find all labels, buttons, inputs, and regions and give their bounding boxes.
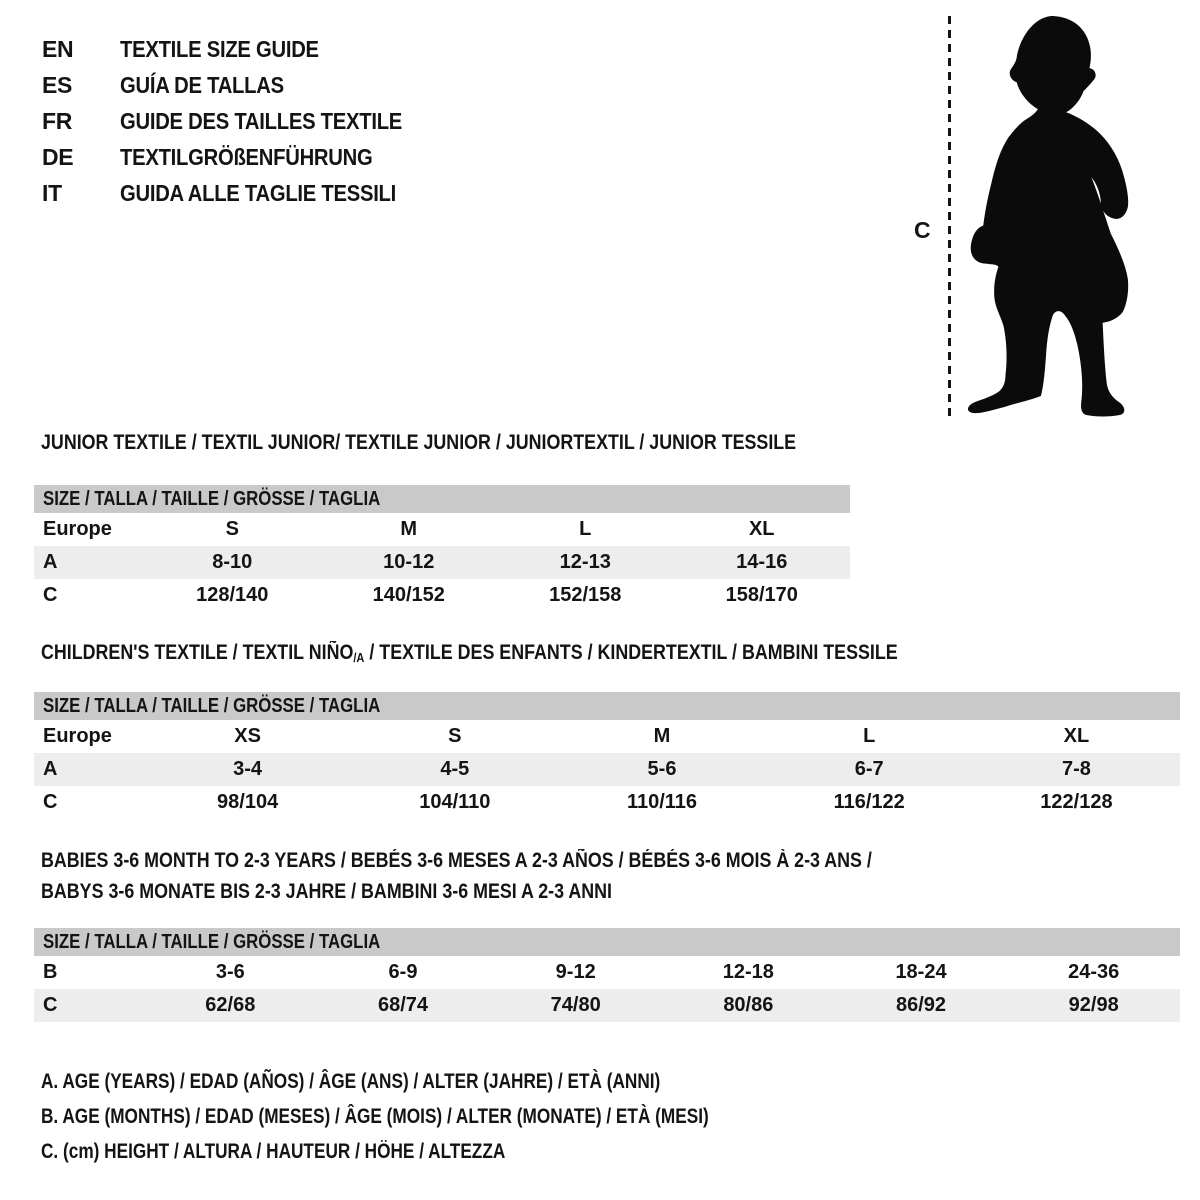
- babies-section-title: [41, 845, 1019, 907]
- size-cell: S: [225, 518, 239, 540]
- measure-label-c: C: [914, 217, 931, 243]
- months-cell: 24-36: [1068, 961, 1120, 983]
- height-cell: 116/122: [833, 791, 905, 813]
- table-row-height: [34, 579, 850, 612]
- language-title-block: [42, 31, 441, 211]
- table-row-europe: [34, 720, 1180, 753]
- size-header-bar: [34, 485, 850, 513]
- size-cell: L: [579, 518, 592, 540]
- language-code: DE: [42, 143, 74, 170]
- months-cell: 18-24: [895, 961, 947, 983]
- legend-text-a: A. AGE (YEARS) / EDAD (AÑOS) / ÂGE (ANS) / ALTER (JAHRE) / ETÀ (ANNI): [41, 1070, 661, 1093]
- junior-title-text: JUNIOR TEXTILE / TEXTIL JUNIOR/ TEXTILE JUNIOR / JUNIORTEXTIL / JUNIOR TESSILE: [41, 431, 797, 454]
- legend-line-b: [41, 1099, 855, 1134]
- age-cell: 6-7: [854, 758, 884, 780]
- legend-text-c: C. (cm) HEIGHT / ALTURA / HAUTEUR / HÖHE / ALTEZZA: [41, 1140, 506, 1163]
- guide-title-es: GUÍA DE TALLAS: [120, 71, 284, 98]
- children-title-prefix: CHILDREN'S TEXTILE / TEXTIL NIÑO: [41, 641, 354, 664]
- size-header-text: SIZE / TALLA / TAILLE / GRÖSSE / TAGLIA: [43, 931, 381, 953]
- size-cell: XL: [1063, 725, 1090, 747]
- table-row-europe: [34, 513, 850, 546]
- legend-line-c: [41, 1134, 855, 1169]
- language-row-de: [42, 139, 441, 175]
- toddler-silhouette-icon: [962, 13, 1134, 419]
- guide-title-it: GUIDA ALLE TAGLIE TESSILI: [120, 179, 397, 206]
- age-cell: 14-16: [736, 551, 788, 573]
- row-label: C: [43, 994, 58, 1016]
- measure-legend: [41, 1064, 855, 1169]
- height-measure-dashed-line: [948, 16, 951, 416]
- junior-size-table: [34, 485, 850, 612]
- size-header-bar: [34, 928, 1180, 956]
- row-label: C: [43, 791, 58, 813]
- height-cell: 68/74: [377, 994, 429, 1016]
- language-code: FR: [42, 107, 73, 134]
- row-label: Europe: [43, 725, 112, 747]
- table-row-age: [34, 546, 850, 579]
- age-cell: 12-13: [559, 551, 611, 573]
- age-cell: 10-12: [383, 551, 435, 573]
- table-row-height: [34, 786, 1180, 819]
- height-cell: 98/104: [217, 791, 279, 813]
- babies-title-line1: BABIES 3-6 MONTH TO 2-3 YEARS / BEBÉS 3-6 MESES A 2-3 AÑOS / BÉBÉS 3-6 MOIS À 2-3 ANS /: [41, 849, 872, 872]
- size-header-text: SIZE / TALLA / TAILLE / GRÖSSE / TAGLIA: [43, 695, 381, 717]
- language-row-fr: [42, 103, 441, 139]
- height-cell: 140/152: [372, 584, 445, 606]
- babies-size-table: [34, 928, 1180, 1022]
- height-cell: 104/110: [419, 791, 491, 813]
- size-cell: S: [448, 725, 462, 747]
- size-header-bar: [34, 692, 1180, 720]
- months-cell: 12-18: [722, 961, 774, 983]
- language-code: EN: [42, 35, 74, 62]
- language-code: IT: [42, 179, 62, 206]
- height-cell: 128/140: [196, 584, 269, 606]
- size-cell: M: [400, 518, 418, 540]
- age-cell: 7-8: [1061, 758, 1091, 780]
- size-cell: XS: [234, 725, 261, 747]
- size-cell: L: [863, 725, 876, 747]
- age-cell: 5-6: [647, 758, 677, 780]
- children-title-suffix: / TEXTILE DES ENFANTS / KINDERTEXTIL / BAMBINI TESSILE: [364, 641, 898, 664]
- children-size-table: [34, 692, 1180, 819]
- row-label: A: [43, 758, 58, 780]
- legend-line-a: [41, 1064, 855, 1099]
- row-label: C: [43, 584, 58, 606]
- months-cell: 9-12: [555, 961, 596, 983]
- height-cell: 110/116: [626, 791, 698, 813]
- junior-section-title: [41, 430, 929, 456]
- guide-title-fr: GUIDE DES TAILLES TEXTILE: [120, 107, 403, 134]
- months-cell: 3-6: [215, 961, 245, 983]
- row-label: Europe: [43, 518, 112, 540]
- table-row-months: [34, 956, 1180, 989]
- height-cell: 122/128: [1040, 791, 1113, 813]
- language-row-en: [42, 31, 441, 67]
- guide-title-de: TEXTILGRÖßENFÜHRUNG: [120, 143, 373, 170]
- age-cell: 8-10: [212, 551, 253, 573]
- age-cell: 3-4: [233, 758, 263, 780]
- size-cell: M: [653, 725, 671, 747]
- size-header-text: SIZE / TALLA / TAILLE / GRÖSSE / TAGLIA: [43, 488, 381, 510]
- guide-title-en: TEXTILE SIZE GUIDE: [120, 35, 319, 62]
- table-row-height: [34, 989, 1180, 1022]
- height-cell: 62/68: [205, 994, 256, 1016]
- legend-text-b: B. AGE (MONTHS) / EDAD (MESES) / ÂGE (MOIS) / ALTER (MONATE) / ETÀ (MESI): [41, 1105, 709, 1128]
- height-cell: 86/92: [895, 994, 947, 1016]
- height-cell: 92/98: [1068, 994, 1119, 1016]
- language-row-it: [42, 175, 441, 211]
- height-cell: 152/158: [549, 584, 622, 606]
- height-cell: 158/170: [725, 584, 798, 606]
- age-cell: 4-5: [440, 758, 470, 780]
- height-cell: 80/86: [723, 994, 774, 1016]
- months-cell: 6-9: [388, 961, 418, 983]
- row-label: A: [43, 551, 58, 573]
- language-code: ES: [42, 71, 73, 98]
- children-section-title: [41, 640, 1049, 671]
- row-label: B: [43, 961, 58, 983]
- size-cell: XL: [748, 518, 775, 540]
- children-title-subscript: /A: [353, 649, 365, 665]
- babies-title-line2: BABYS 3-6 MONATE BIS 2-3 JAHRE / BAMBINI 3-6 MESI A 2-3 ANNI: [41, 880, 612, 903]
- height-cell: 74/80: [550, 994, 601, 1016]
- language-row-es: [42, 67, 441, 103]
- table-row-age: [34, 753, 1180, 786]
